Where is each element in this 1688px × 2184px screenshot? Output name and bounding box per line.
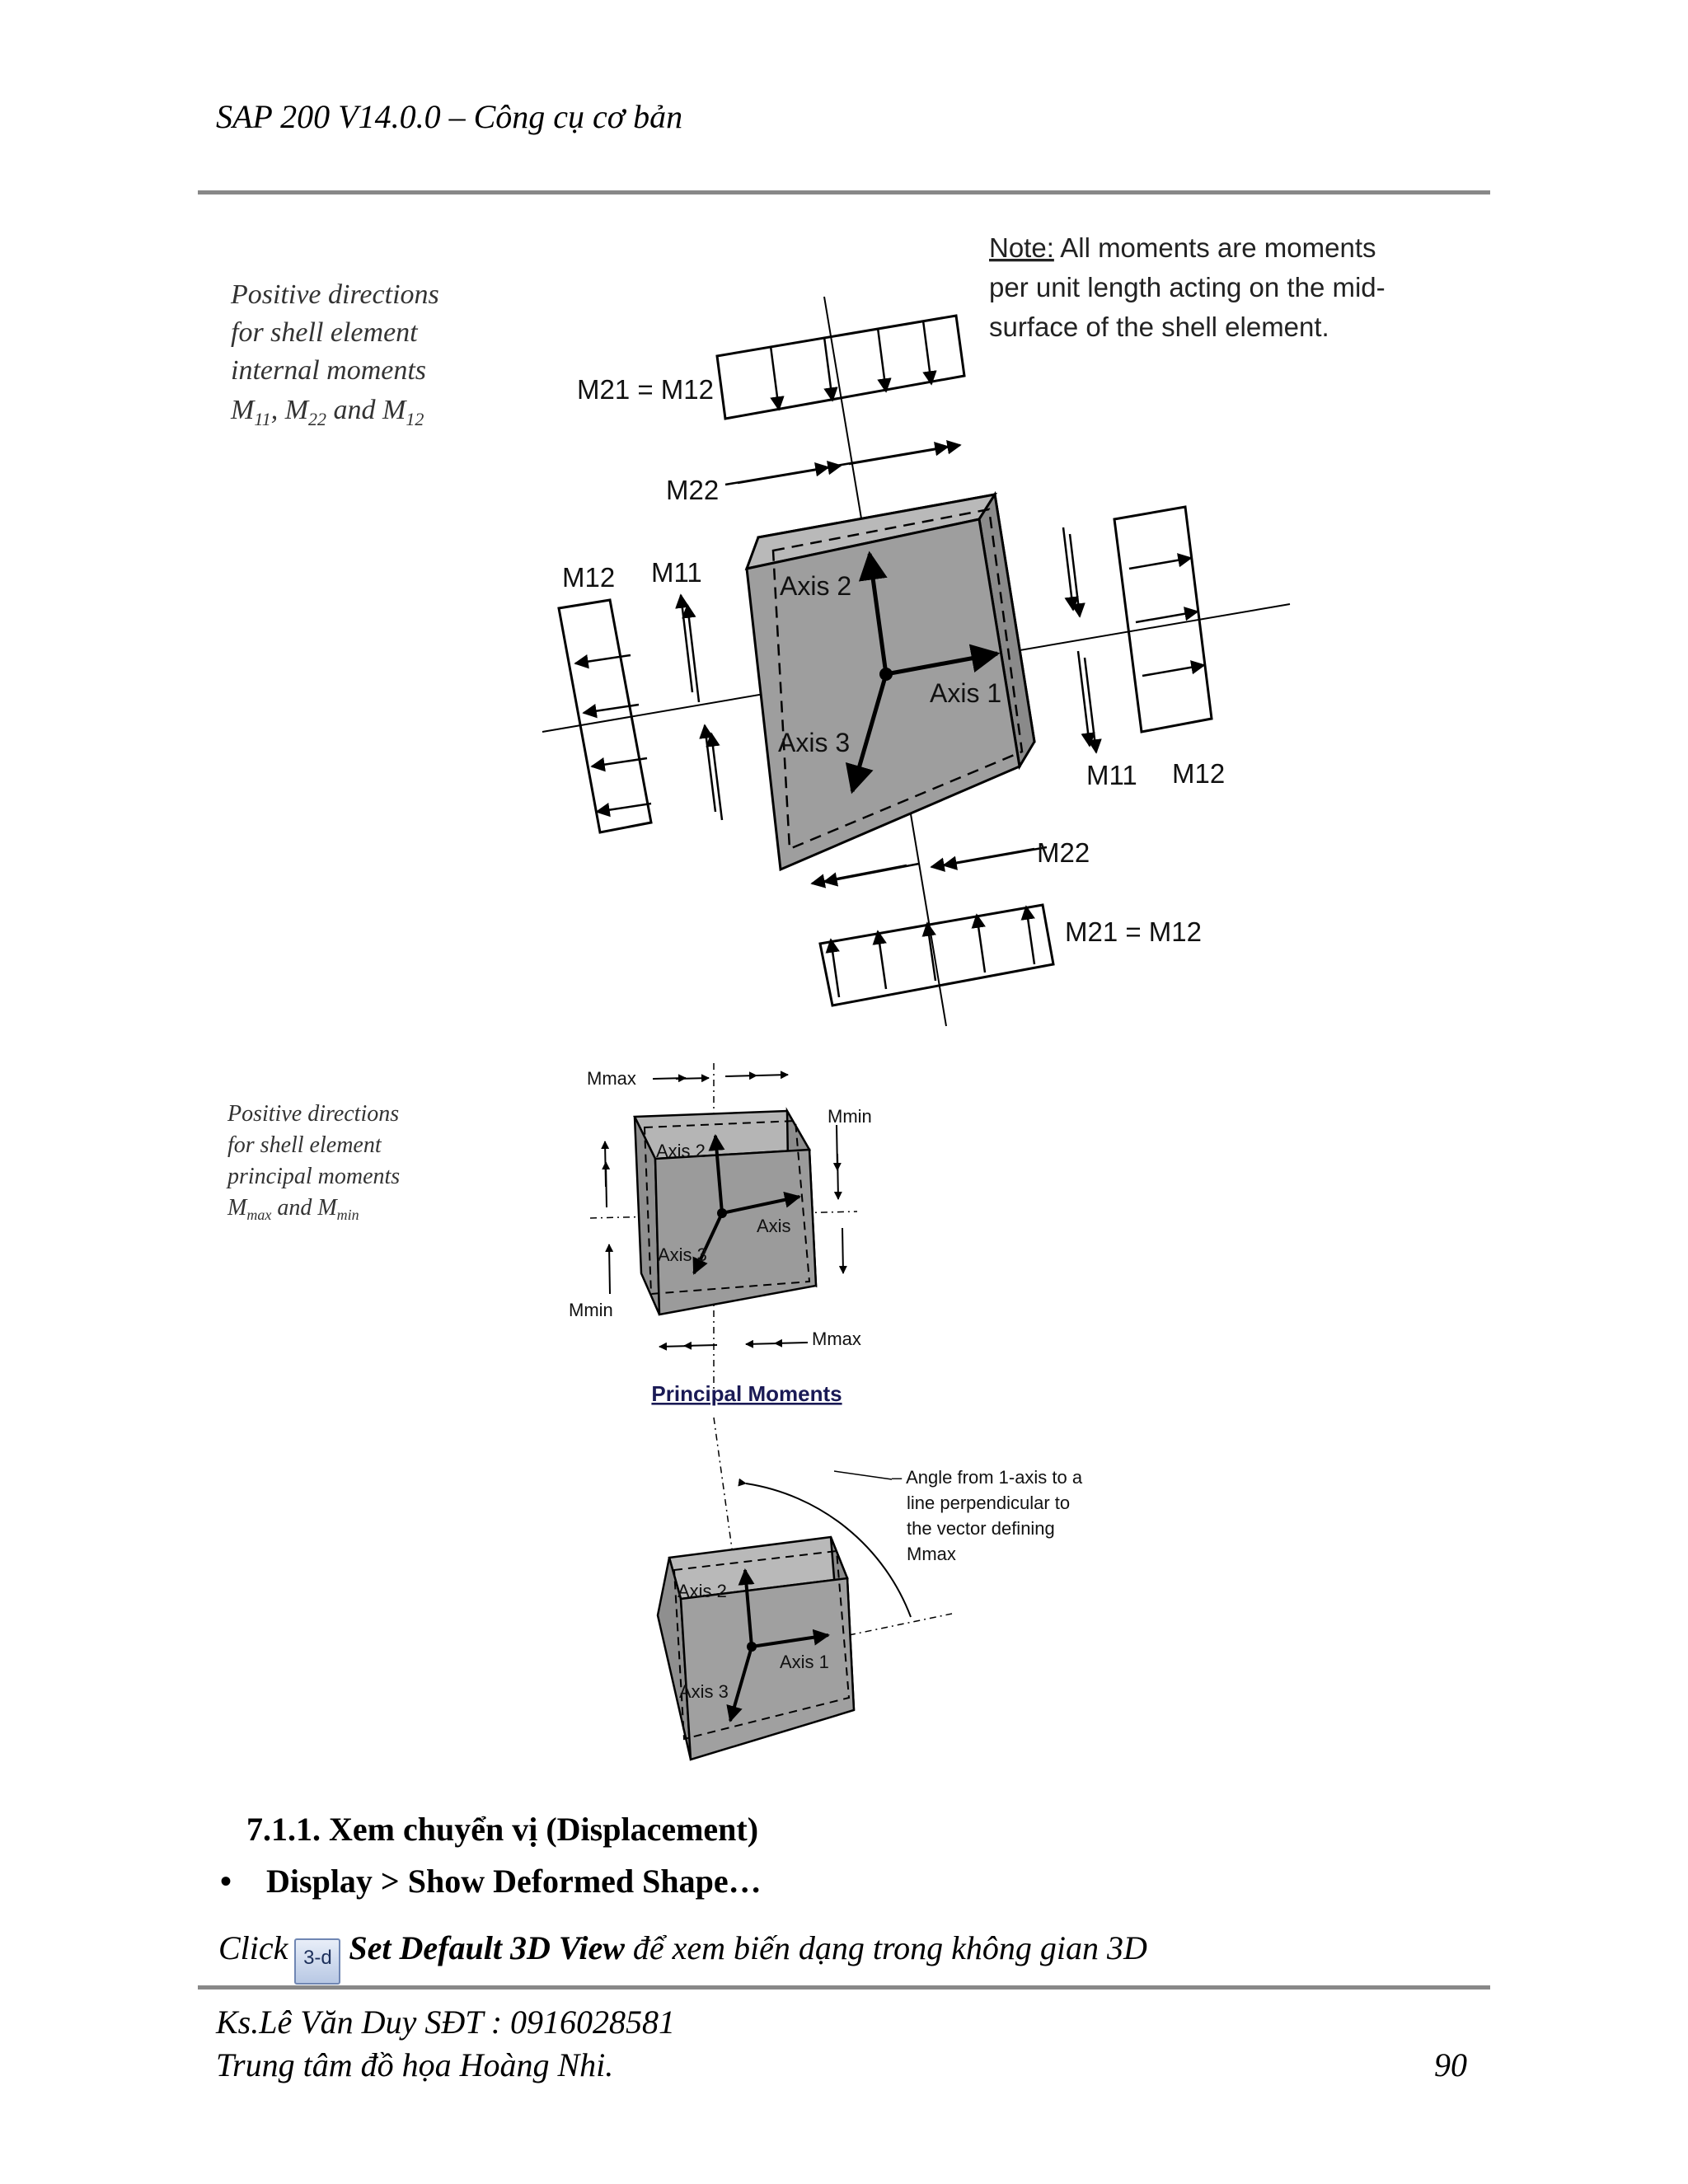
caption-line-3: internal moments (231, 355, 427, 386)
angle-note-line-4: Mmax (907, 1544, 956, 1564)
footer-organization: Trung tâm đồ họa Hoàng Nhi. (216, 2046, 614, 2083)
internal-moments-diagram (230, 232, 1386, 1026)
principal-moments-title: Principal Moments (651, 1381, 842, 1406)
m11-left-arrows (651, 557, 722, 820)
caption-line-1: Positive directions (231, 279, 439, 310)
principal-axis3-label: Axis 3 (658, 1244, 707, 1265)
m22-top-label: M22 (666, 475, 720, 505)
caption-line-4: $M_{11}$, $M_{22}$ and $M_{12}$ (231, 395, 424, 429)
m22-bottom-label: M22 (1037, 837, 1090, 868)
m12-right-label: M12 (1172, 758, 1226, 789)
page-header-title: SAP 200 V14.0.0 – Công cụ cơ bản (216, 98, 683, 135)
principal-caption-line-2: for shell element (227, 1132, 382, 1158)
click-description: để xem biến dạng trong không gian 3D (632, 1929, 1147, 1966)
set-default-3d-view-icon[interactable]: 3-d (294, 1938, 340, 1985)
angle-note-line-2: line perpendicular to (907, 1493, 1071, 1513)
principal-caption-line-4: $M_{max}$ and $M_{min}$ (227, 1195, 359, 1223)
shell-element-box (747, 494, 1034, 869)
rotated-axis1-label: Axis 1 (780, 1652, 829, 1672)
m22-top-arrows (666, 445, 960, 505)
bullet-dot: • (220, 1863, 232, 1900)
svg-text:Positive directions for (230, 279, 446, 429)
m11-left-label: M11 (651, 557, 702, 588)
svg-text:– Angle from 1-axis to a (892, 1467, 1087, 1564)
svg-text:Positive directions for (226, 1101, 406, 1223)
footer-author: Ks.Lê Văn Duy SĐT : 0916028581 (216, 2004, 676, 2041)
click-word: Click (218, 1929, 288, 1966)
m12-right-diagram (1114, 507, 1225, 789)
axis2-label: Axis 2 (780, 571, 852, 601)
m12-left-label: M12 (562, 562, 616, 593)
menu-path-bullet (220, 1862, 762, 1900)
principal-axis2-label: Axis 2 (656, 1141, 706, 1161)
rotated-axis3-label: Axis 3 (679, 1681, 729, 1702)
principal-caption-line-1: Positive directions (227, 1101, 400, 1127)
m21-top-diagram (577, 316, 964, 419)
principal-axis1-label: Axis (757, 1216, 791, 1236)
mmax-bottom-label: Mmax (812, 1329, 861, 1349)
axis1-label: Axis 1 (930, 678, 1002, 708)
principal-caption-line-3: principal moments (227, 1164, 401, 1189)
note-line-2: per unit length acting on the mid- (989, 272, 1386, 302)
menu-path-text: Display > Show Deformed Shape… (266, 1863, 762, 1900)
angle-note-line-3: the vector defining (907, 1518, 1055, 1539)
angle-note-line-1: – Angle from 1-axis to a (892, 1467, 1083, 1488)
m21-bottom-label: M21 = M12 (1065, 916, 1202, 947)
note-line-3: surface of the shell element. (989, 312, 1329, 342)
mmax-top-label: Mmax (587, 1068, 636, 1089)
page-number: 90 (1434, 2046, 1467, 2083)
m11-right-arrows (1063, 527, 1137, 790)
mmin-left-label: Mmin (569, 1300, 613, 1320)
caption-line-2: for shell element (231, 317, 418, 348)
section-heading: 7.1.1. Xem chuyển vị (Displacement) (246, 1811, 759, 1848)
m11-right-label: M11 (1086, 760, 1137, 790)
axis3-label: Axis 3 (778, 728, 851, 757)
note-block (989, 232, 1386, 342)
m21-bottom-diagram (820, 905, 1202, 1005)
set-default-3d-view-label: Set Default 3D View (349, 1929, 625, 1966)
click-instruction (218, 1929, 1147, 1985)
m12-left-diagram (559, 562, 651, 832)
m22-bottom-arrows (812, 837, 1090, 883)
note-label: Note: (989, 232, 1054, 263)
footer-rule (198, 1985, 1490, 1990)
rotated-axis2-label: Axis 2 (678, 1581, 727, 1601)
svg-text:Note: All moments are moments (989, 232, 1376, 263)
mmin-right-label: Mmin (828, 1106, 872, 1127)
principal-moments-diagram (226, 1063, 1087, 1760)
m21-top-label: M21 = M12 (577, 374, 714, 405)
note-line-1: All moments are moments (1053, 232, 1376, 263)
